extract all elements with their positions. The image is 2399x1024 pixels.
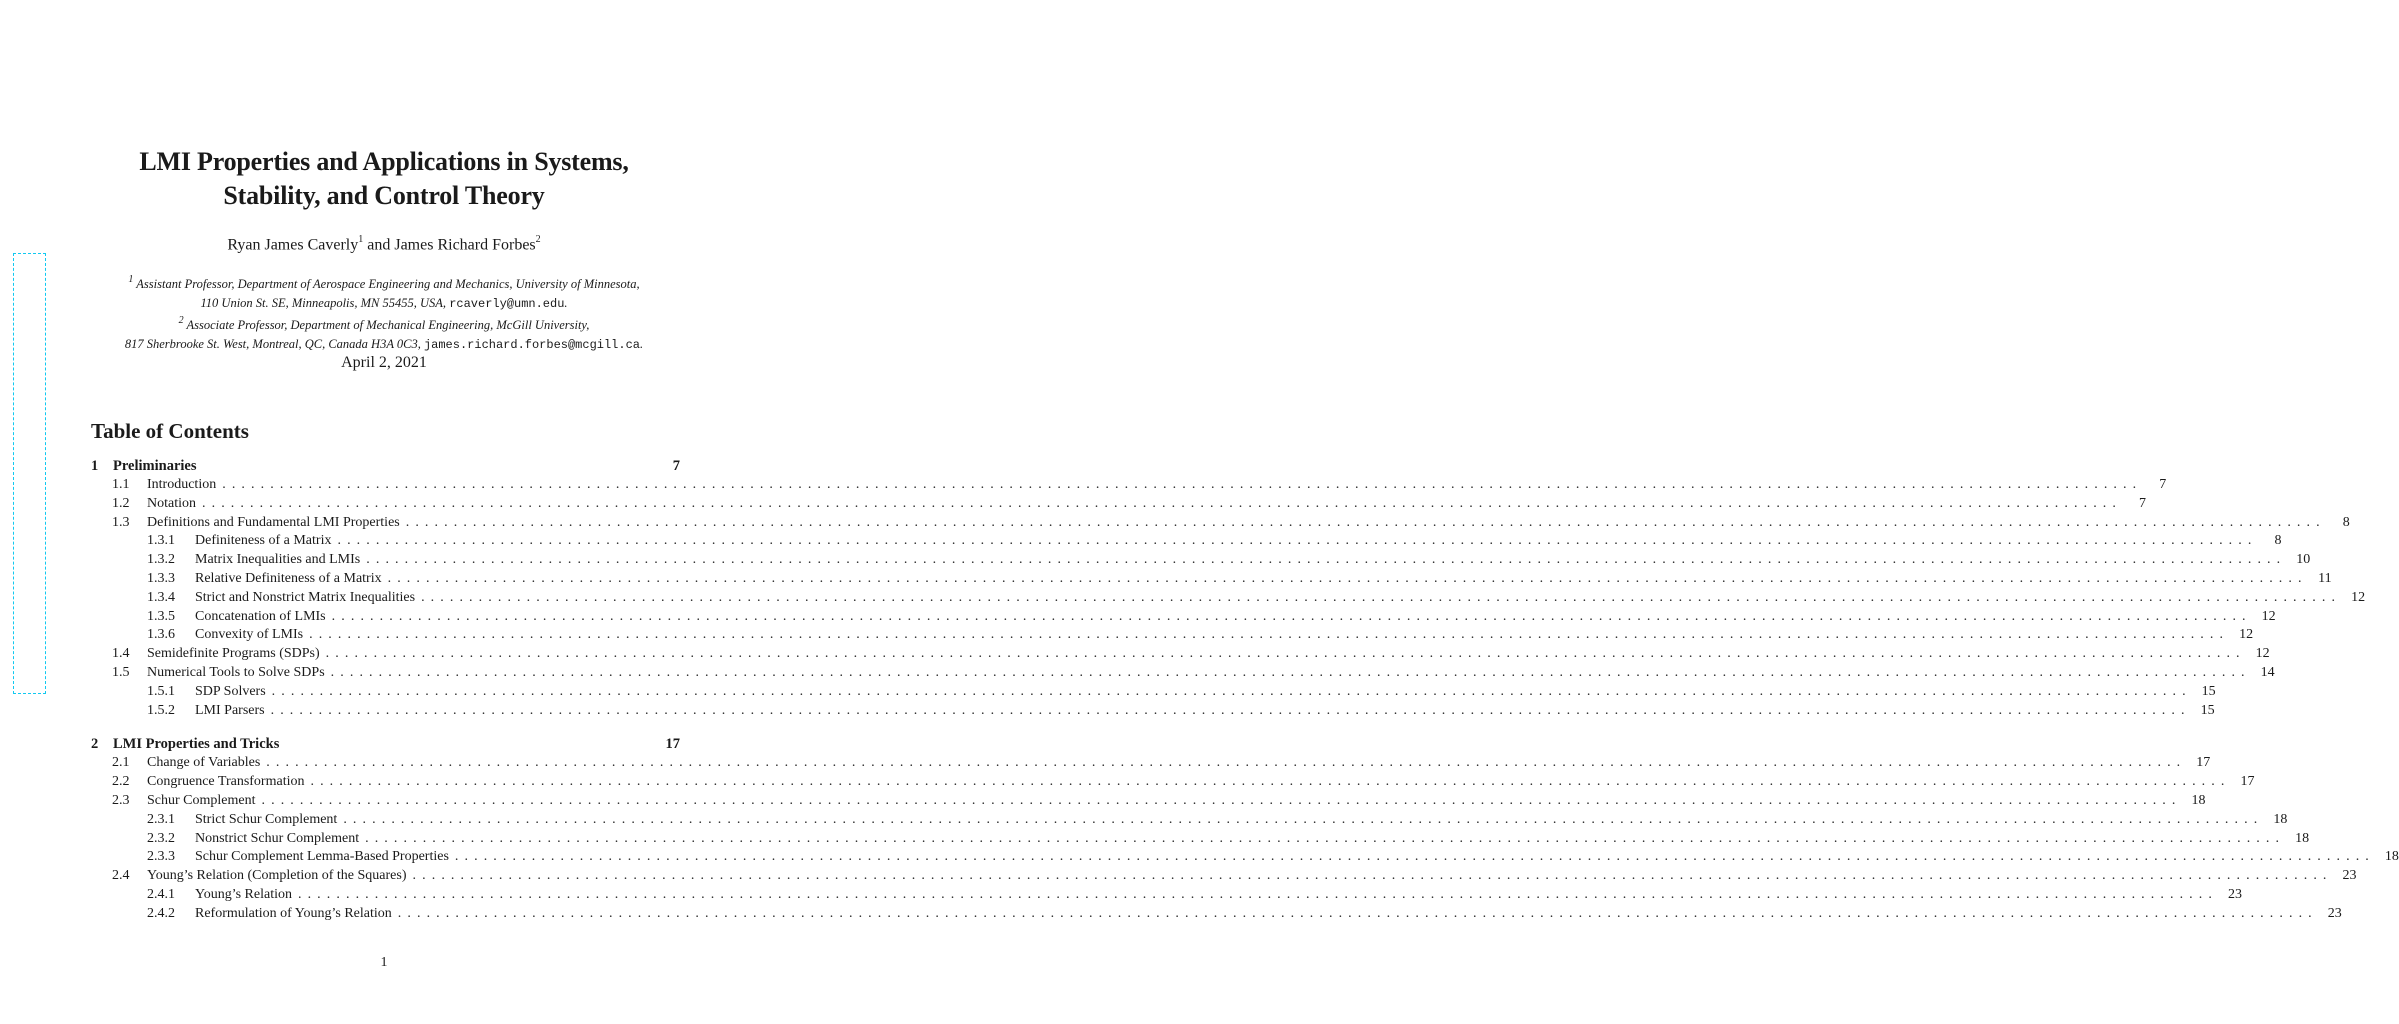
dot-leader: ........................................................................................................................................................................................................: [266, 755, 2187, 771]
toc-subsection[interactable]: [91, 830, 2310, 849]
toc-heading: Table of Contents: [91, 419, 249, 443]
toc-entry-number: 1.3.1: [147, 533, 175, 549]
address-text: 817 Sherbrooke St. West, Montreal, QC, Canada H3A 0C3,: [124, 336, 424, 351]
toc-entry-number: 1.5: [112, 664, 130, 680]
toc-entry-title[interactable]: Semidefinite Programs (SDPs): [147, 646, 320, 662]
toc-page-number[interactable]: 12: [2351, 589, 2366, 605]
dot-leader: ........................................................................................................................................................................................................: [325, 646, 2246, 662]
toc-entry-title[interactable]: Numerical Tools to Solve SDPs: [147, 664, 325, 680]
affiliation-1-address: 110 Union St. SE, Minneapolis, MN 55455, USA, rcaverly@umn.edu.: [200, 295, 568, 311]
toc-entry-title[interactable]: Young’s Relation: [195, 886, 292, 902]
table-of-contents: [91, 456, 2399, 924]
dot-leader: ........................................................................................................................................................................................................: [261, 792, 2182, 808]
toc-entry-number: 1.1: [112, 477, 130, 492]
toc-subsection[interactable]: [91, 570, 2332, 589]
toc-page-number[interactable]: 23: [2327, 905, 2342, 921]
toc-entry-title[interactable]: Relative Definiteness of a Matrix: [195, 570, 382, 586]
toc-entry-number: 1.5.2: [147, 702, 175, 718]
toc-page-number[interactable]: 18: [2384, 849, 2399, 865]
dot-leader: ........................................................................................................................................................................................................: [412, 868, 2333, 884]
dot-leader: ........................................................................................................................................................................................................: [202, 495, 2122, 511]
toc-entry-title[interactable]: Reformulation of Young’s Relation: [195, 905, 392, 921]
toc-subsection[interactable]: [91, 683, 2216, 702]
toc-entry-title[interactable]: Strict Schur Complement: [195, 811, 338, 827]
toc-page-number[interactable]: 8: [2274, 533, 2282, 549]
author-name: James Richard Forbes: [394, 236, 536, 254]
dot-leader: ........................................................................................................................................................................................................: [337, 533, 2258, 549]
toc-section[interactable]: [91, 867, 2357, 886]
affiliation-mark: 1: [128, 274, 134, 285]
email-link[interactable]: james.richard.forbes@mcgill.ca: [423, 337, 640, 352]
toc-page-number[interactable]: 23: [2227, 886, 2242, 902]
toc-entry-number: 1.3.6: [147, 627, 175, 643]
affiliation-1: [0, 272, 768, 294]
dot-leader: ........................................................................................................................................................................................................: [309, 627, 2230, 643]
toc-entry-number: 2.1: [112, 755, 130, 771]
affiliation-2-address: 817 Sherbrooke St. West, Montreal, QC, Canada H3A 0C3, james.richard.forbes@mcgill.ca.: [124, 336, 644, 352]
dot-leader: ........................................................................................................................................................................................................: [365, 830, 2286, 846]
affiliation-2: [0, 313, 768, 335]
toc-chapter[interactable]: [91, 734, 680, 754]
toc-subsection[interactable]: [91, 886, 2242, 905]
toc-page-number[interactable]: 10: [2296, 552, 2311, 568]
toc-entry-title[interactable]: Definitions and Fundamental LMI Properties: [147, 514, 400, 530]
toc-entry-number: 2: [91, 736, 99, 753]
author-line: [0, 231, 768, 255]
toc-entry-title[interactable]: Notation: [147, 495, 196, 511]
toc-entry-number: 2.4: [112, 868, 130, 884]
chapter-gap: [91, 720, 680, 734]
toc-entry-title[interactable]: LMI Properties and Tricks: [113, 736, 280, 753]
dot-leader: ........................................................................................................................................................................................................: [271, 683, 2192, 699]
affiliation-text: Associate Professor, Department of Mechanical Engineering, McGill University,: [186, 318, 590, 333]
address-text: 110 Union St. SE, Minneapolis, MN 55455, USA,: [200, 295, 450, 310]
toc-entry-number: 1.3.2: [147, 552, 175, 568]
toc-entry-title[interactable]: Schur Complement Lemma-Based Properties: [195, 849, 449, 865]
toc-page-number[interactable]: 15: [2201, 683, 2216, 699]
toc-subsection[interactable]: [91, 608, 2276, 627]
toc-page-number[interactable]: 12: [2239, 627, 2254, 643]
toc-page-number[interactable]: 7: [672, 458, 680, 474]
toc-entry-number: 1: [91, 458, 99, 474]
dot-leader: ........................................................................................................................................................................................................: [421, 589, 2342, 605]
toc-entry-title[interactable]: Introduction: [147, 477, 217, 492]
toc-entry-number: 2.2: [112, 774, 130, 790]
toc-subsection[interactable]: [91, 811, 2288, 830]
toc-entry-title[interactable]: Change of Variables: [147, 755, 261, 771]
dot-leader: ........................................................................................................................................................................................................: [222, 477, 2143, 492]
toc-entry-title[interactable]: Nonstrict Schur Complement: [195, 830, 360, 846]
toc-entry-title[interactable]: Congruence Transformation: [147, 774, 305, 790]
toc-entry-number: 1.5.1: [147, 683, 175, 699]
toc-entry-title[interactable]: Strict and Nonstrict Matrix Inequalities: [195, 589, 416, 605]
page-number: 1: [380, 955, 388, 970]
toc-entry-number: 1.3.3: [147, 570, 175, 586]
toc-page-number[interactable]: 15: [2200, 702, 2215, 718]
toc-subsection[interactable]: [91, 551, 2311, 570]
toc-page-number[interactable]: 12: [2255, 646, 2270, 662]
toc-entry-title[interactable]: Convexity of LMIs: [195, 627, 304, 643]
toc-entry-number: 1.3.5: [147, 608, 175, 624]
dot-leader: ........................................................................................................................................................................................................: [397, 905, 2318, 921]
toc-section[interactable]: [91, 476, 2167, 495]
toc-entry-number: 1.4: [112, 646, 130, 662]
dot-leader: ........................................................................................................................................................................................................: [405, 514, 2326, 530]
toc-page-number[interactable]: 23: [2342, 868, 2357, 884]
email-link[interactable]: rcaverly@umn.edu: [449, 296, 565, 311]
title-line-1: LMI Properties and Applications in Systems,: [139, 147, 629, 176]
dot-leader: ........................................................................................................................................................................................................: [387, 570, 2308, 586]
toc-entry-title[interactable]: Definiteness of a Matrix: [195, 533, 332, 549]
toc-entry-title[interactable]: SDP Solvers: [195, 683, 266, 699]
toc-entry-number: 1.3: [112, 514, 130, 530]
toc-page-number[interactable]: 7: [2159, 477, 2167, 492]
toc-entry-title[interactable]: Preliminaries: [113, 458, 197, 474]
toc-entry-number: 1.3.4: [147, 589, 175, 605]
toc-page-number[interactable]: 7: [2139, 495, 2146, 511]
toc-subsection[interactable]: [91, 702, 2215, 721]
dot-leader: ........................................................................................................................................................................................................: [366, 552, 2287, 568]
toc-subsection[interactable]: [91, 532, 2282, 551]
dot-leader: ........................................................................................................................................................................................................: [310, 774, 2231, 790]
toc-subsection[interactable]: [91, 626, 2254, 645]
dot-leader: ........................................................................................................................................................................................................: [454, 849, 2375, 865]
toc-page-number[interactable]: 17: [2240, 774, 2255, 790]
toc-entry-number: 2.3.2: [147, 830, 175, 846]
affiliations: [0, 272, 768, 354]
toc-page-number[interactable]: 14: [2260, 664, 2275, 680]
toc-subsection[interactable]: [91, 905, 2342, 924]
toc-page-number[interactable]: 18: [2295, 830, 2310, 846]
toc-section[interactable]: [91, 792, 2206, 811]
toc-chapter[interactable]: [91, 456, 680, 476]
toc-entry-title[interactable]: Concatenation of LMIs: [195, 608, 326, 624]
toc-section[interactable]: [91, 773, 2255, 792]
dot-leader: ........................................................................................................................................................................................................: [330, 664, 2251, 680]
author-footnote-mark: 1: [358, 234, 364, 245]
toc-subsection[interactable]: [91, 848, 2399, 867]
dot-leader: ........................................................................................................................................................................................................: [297, 886, 2218, 902]
toc-entry-number: 2.4.2: [147, 905, 175, 921]
toc-page-number[interactable]: 17: [665, 736, 680, 753]
toc-entry-title[interactable]: Young’s Relation (Completion of the Squares): [147, 868, 407, 884]
toc-section[interactable]: [91, 514, 2350, 533]
toc-page-number[interactable]: 11: [2318, 570, 2332, 586]
author-footnote-mark: 2: [535, 234, 541, 245]
toc-entry-title[interactable]: Schur Complement: [147, 792, 256, 808]
author-name: Ryan James Caverly: [227, 236, 359, 254]
toc-section[interactable]: [91, 645, 2270, 664]
dot-leader: ........................................................................................................................................................................................................: [331, 608, 2252, 624]
document-date: April 2, 2021: [341, 354, 427, 371]
toc-page-number[interactable]: 12: [2261, 608, 2276, 624]
affiliation-mark: 2: [178, 315, 184, 327]
toc-entry-title[interactable]: Matrix Inequalities and LMIs: [195, 552, 361, 568]
toc-entry-number: 2.3.1: [147, 811, 175, 827]
toc-subsection[interactable]: [91, 589, 2366, 608]
title-line-2: Stability, and Control Theory: [223, 181, 545, 210]
toc-entry-title[interactable]: LMI Parsers: [195, 702, 265, 718]
affiliation-text: Assistant Professor, Department of Aerospace Engineering and Mechanics, University of Minnesota,: [136, 277, 640, 292]
dot-leader: ........................................................................................................................................................................................................: [270, 702, 2191, 718]
toc-page-number[interactable]: 18: [2273, 811, 2288, 827]
toc-section[interactable]: [91, 495, 2146, 514]
toc-entry-number: 2.4.1: [147, 886, 175, 902]
dot-leader: ........................................................................................................................................................................................................: [343, 811, 2264, 827]
toc-section[interactable]: [91, 664, 2275, 683]
toc-entry-number: 2.3: [112, 792, 130, 808]
document-title: [0, 145, 768, 213]
author-separator: and: [363, 236, 395, 254]
toc-page-number[interactable]: 18: [2191, 792, 2206, 808]
toc-page-number[interactable]: 17: [2196, 755, 2211, 771]
toc-entry-number: 2.3.3: [147, 849, 175, 865]
toc-page-number[interactable]: 8: [2342, 514, 2350, 530]
toc-entry-number: 1.2: [112, 495, 130, 511]
toc-section[interactable]: [91, 754, 2211, 773]
